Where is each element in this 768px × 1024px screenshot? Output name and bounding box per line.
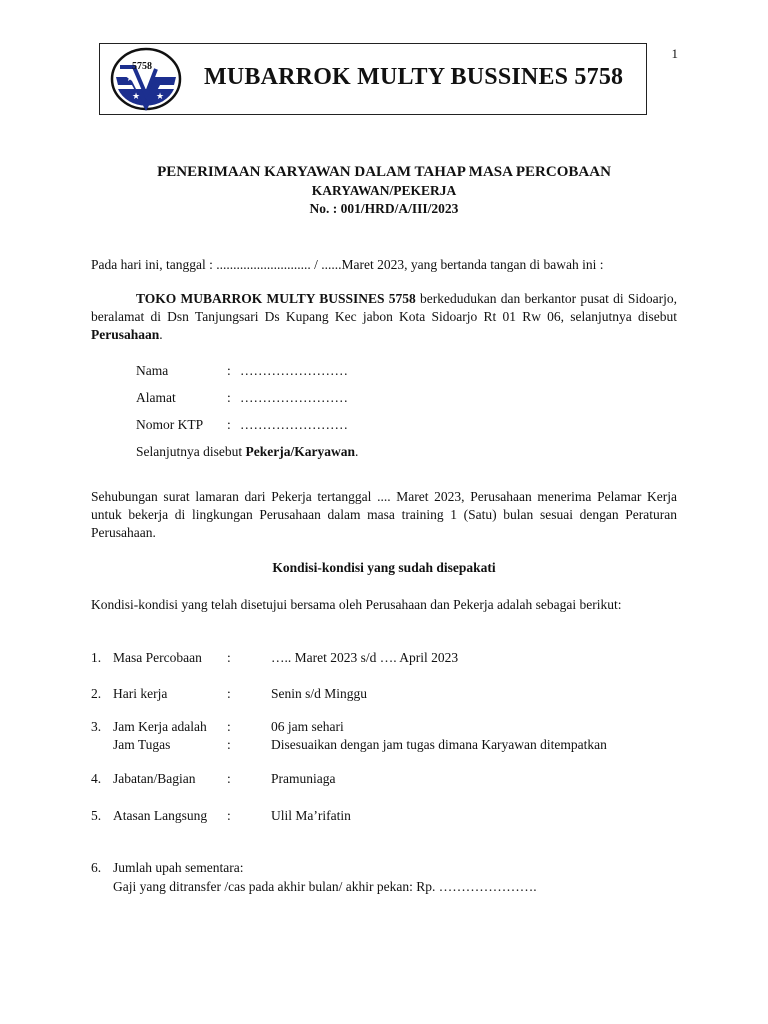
document-number: No. : 001/HRD/A/III/2023 — [309, 201, 459, 216]
logo-number: 5758 — [132, 61, 152, 72]
condition-number: 3. — [91, 719, 102, 734]
wage-heading: Jumlah upah sementara: — [113, 860, 244, 875]
condition-value: 06 jam sehari — [271, 719, 344, 734]
opening-line: Pada hari ini, tanggal : ............................ / ......Maret 2023, yang bertanda tangan di bawah ini : — [91, 257, 604, 272]
condition-colon: : — [227, 686, 231, 701]
condition-label: Jam Kerja adalah — [113, 719, 207, 734]
field-label-ktp: Nomor KTP — [136, 417, 204, 432]
company-name: MUBARROK MULTY BUSSINES 5758 — [204, 64, 624, 90]
field-value-address: …………………… — [240, 390, 348, 405]
condition-label: Jabatan/Bagian — [113, 771, 196, 786]
svg-text:★: ★ — [156, 91, 165, 101]
field-colon: : — [227, 363, 231, 378]
condition-number: 4. — [91, 771, 102, 786]
condition-number: 6. — [91, 860, 102, 875]
condition-value: Ulil Ma’rifatin — [271, 808, 351, 823]
condition-colon: : — [227, 771, 231, 786]
letterhead — [99, 43, 647, 115]
condition-number: 2. — [91, 686, 102, 701]
field-colon: : — [227, 417, 231, 432]
condition-value: Disesuaikan dengan jam tugas dimana Karyawan ditempatkan — [271, 737, 607, 752]
conditions-heading: Kondisi-kondisi yang sudah disepakati — [272, 560, 496, 575]
condition-number: 5. — [91, 808, 102, 823]
company-paragraph: TOKO MUBARROK MULTY BUSSINES 5758 berkedudukan dan berkantor pusat di Sidoarjo, beralamat di Dsn Tanjungsari Ds Kupang Kec jabon Kota Sidoarjo Rt 01 Rw 06, selanjutnya disebut Perusahaan. — [91, 291, 677, 342]
condition-colon: : — [227, 737, 231, 752]
page-number: 1 — [671, 46, 678, 61]
condition-label: Masa Percobaan — [113, 650, 202, 665]
company-logo — [110, 47, 182, 111]
application-paragraph: Sehubungan surat lamaran dari Pekerja tertanggal .... Maret 2023, Perusahaan menerima Pelamar Kerja untuk bekerja di lingkungan Perusahaan dalam masa training 1 (Satu) bulan sesuai dengan Peraturan Perusahaan. — [91, 489, 677, 540]
condition-value: ….. Maret 2023 s/d …. April 2023 — [271, 650, 459, 665]
svg-text:★: ★ — [126, 73, 135, 83]
condition-label: Jam Tugas — [113, 737, 171, 752]
condition-label: Hari kerja — [113, 686, 168, 701]
field-value-ktp: …………………… — [240, 417, 348, 432]
condition-colon: : — [227, 719, 231, 734]
field-label-address: Alamat — [136, 390, 176, 405]
condition-label: Atasan Langsung — [113, 808, 208, 823]
document-subtitle: KARYAWAN/PEKERJA — [311, 183, 457, 198]
company-name-bold: TOKO MUBARROK MULTY BUSSINES 5758 — [136, 291, 416, 306]
wage-detail: Gaji yang ditransfer /cas pada akhir bulan/ akhir pekan: Rp. …………………. — [113, 879, 537, 894]
company-description: berkedudukan dan berkantor pusat di Sidoarjo, beralamat di Dsn Tanjungsari Ds Kupang Kec jabon Kota Sidoarjo Rt 01 Rw 06, selanjutnya disebut — [91, 291, 677, 324]
field-colon: : — [227, 390, 231, 405]
condition-number: 1. — [91, 650, 102, 665]
conditions-intro: Kondisi-kondisi yang telah disetujui bersama oleh Perusahaan dan Pekerja adalah sebagai berikut: — [91, 597, 622, 612]
condition-value: Senin s/d Minggu — [271, 686, 368, 701]
company-term: Perusahaan — [91, 327, 160, 342]
field-label-name: Nama — [136, 363, 169, 378]
condition-colon: : — [227, 808, 231, 823]
field-value-name: …………………… — [240, 363, 348, 378]
condition-value: Pramuniaga — [271, 771, 336, 786]
svg-text:★: ★ — [132, 91, 141, 101]
condition-colon: : — [227, 650, 231, 665]
document-title: PENERIMAAN KARYAWAN DALAM TAHAP MASA PERCOBAAN — [157, 164, 611, 180]
employee-reference: Selanjutnya disebut Pekerja/Karyawan. — [136, 444, 359, 459]
